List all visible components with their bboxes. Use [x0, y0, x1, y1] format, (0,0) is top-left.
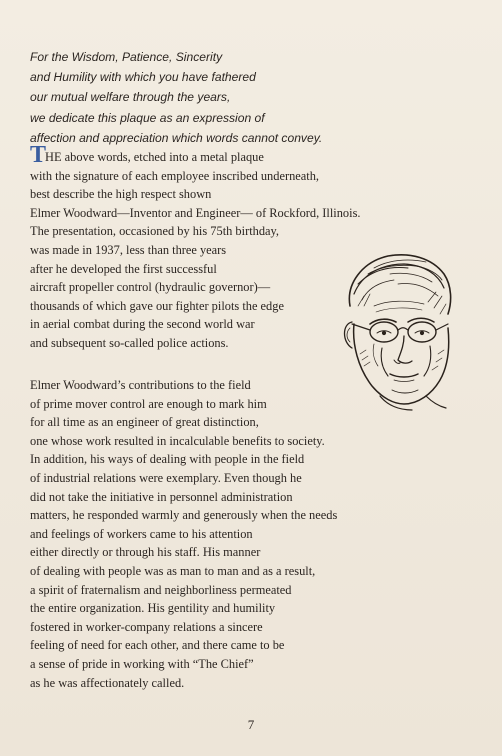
paragraph-line: a spirit of fraternalism and neighborliness permeated: [30, 582, 292, 597]
paragraph-line: the entire organization. His gentility and humility: [30, 601, 276, 616]
dedication-line: For the Wisdom, Patience, Sincerity: [30, 50, 223, 64]
paragraph-line: as he was affectionately called.: [30, 675, 185, 690]
paragraph-line: Elmer Woodward—Inventor and Engineer— of Rockford, Illinois.: [30, 205, 361, 220]
paragraph-line: in aerial combat during the second world war: [30, 317, 255, 332]
paragraph-line: either directly or through his staff. His manner: [30, 545, 261, 560]
dedication-line: affection and appreciation which words cannot convey.: [30, 130, 323, 145]
paragraph-line: for all time as an engineer of great distinction,: [30, 415, 259, 430]
plaque-dedication: [30, 47, 470, 148]
paragraph-first-line: [30, 142, 480, 168]
first-line-text: HE above words, etched into a metal plaque: [45, 150, 264, 164]
paragraph-line: In addition, his ways of dealing with people in the field: [30, 452, 305, 467]
paragraph-line: a sense of pride in working with “The Chief”: [30, 656, 254, 671]
dedication-line: and Humility with which you have fathered: [30, 70, 256, 85]
paragraph-line: of dealing with people was as man to man and as a result,: [30, 563, 316, 578]
paragraph-line: and feelings of workers came to his attention: [30, 526, 253, 541]
paragraph-line: The presentation, occasioned by his 75th birthday,: [30, 224, 280, 239]
paragraph-line: best describe the high respect shown: [30, 187, 212, 202]
paragraph-line: one whose work resulted in incalculable benefits to society.: [30, 433, 325, 448]
paragraph-line: thousands of which gave our fighter pilots the edge: [30, 298, 284, 313]
page-number: 7: [247, 717, 255, 732]
paragraph-line: did not take the initiative in personnel administration: [30, 489, 293, 504]
paragraph-line: Elmer Woodward’s contributions to the field: [30, 378, 251, 392]
paragraph-line: after he developed the first successful: [30, 261, 217, 276]
paragraph-line: aircraft propeller control (hydraulic governor)—: [30, 280, 271, 295]
paragraph-line: of prime mover control are enough to mark him: [30, 396, 267, 411]
paragraph-line: feeling of need for each other, and there came to be: [30, 638, 285, 653]
paragraph-line: and subsequent so-called police actions.: [30, 335, 229, 350]
dedication-line: our mutual welfare through the years,: [30, 90, 231, 105]
paragraph-line: fostered in worker-company relations a sincere: [30, 619, 263, 634]
paragraph-contributions: [30, 376, 490, 692]
paragraph-line: matters, he responded warmly and generously when the needs: [30, 508, 338, 523]
dedication-line: we dedicate this plaque as an expression of: [30, 110, 265, 125]
paragraph-line: with the signature of each employee inscribed underneath,: [30, 168, 320, 183]
paragraph-line: of industrial relations were exemplary. Even though he: [30, 470, 302, 485]
paragraph-line: was made in 1937, less than three years: [30, 242, 227, 257]
drop-cap: T: [30, 142, 46, 168]
